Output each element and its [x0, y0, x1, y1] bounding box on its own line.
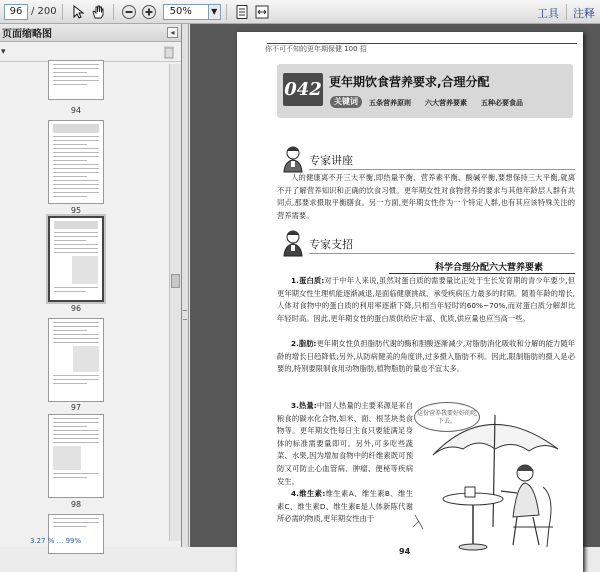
hand-tool-icon[interactable]: [90, 4, 106, 20]
toolbar-separator: [226, 4, 227, 20]
expert-avatar-icon: [279, 144, 307, 174]
panel-status-text: 3.27 % ... 99%: [30, 537, 82, 545]
fit-width-icon[interactable]: [254, 4, 270, 20]
thumbnail-label: 97: [70, 403, 82, 412]
item-text: 中国人热量的主要来源是来自粮食的碳水化合物,如米、面、根茎块类食物等。更年期女性每日主食只要能满足身体的标准需要量即可。另外,可多吃些蔬菜、水果,因为增加食物中的纤维素既可预防又可防止心血管病、肿瘤、便秘等疾病发生。: [277, 401, 413, 486]
page-number-input[interactable]: 96: [4, 4, 28, 20]
speech-bubble: 这份营养我要好好的吃下去。: [414, 402, 480, 432]
zoom-level-field[interactable]: 50%: [163, 4, 209, 20]
panel-splitter[interactable]: [182, 24, 189, 547]
thumbnail-list: [0, 64, 170, 541]
panel-title: 页面缩略图: [2, 29, 52, 40]
thumbnail-panel: [0, 24, 182, 547]
expert-avatar-icon: [279, 228, 307, 258]
thumbnail-label: 94: [70, 106, 82, 115]
toolbar-separator: [62, 4, 63, 20]
page-thumbnail-selected[interactable]: [48, 216, 104, 302]
paragraph-vitamins: [277, 488, 413, 526]
subheading-rule: [389, 273, 575, 274]
keyword: 五条营养原则: [369, 99, 411, 107]
thumbnail-scrollbar[interactable]: [169, 64, 181, 541]
page-number: 94: [399, 547, 411, 556]
trash-icon[interactable]: [163, 45, 175, 59]
comment-menu[interactable]: 注释: [573, 7, 595, 20]
heading-rule: [309, 169, 575, 170]
item-lead: 4.维生素:: [291, 489, 326, 498]
thumbnail-label: 98: [70, 500, 82, 509]
paragraph-fat: [277, 338, 575, 376]
page-thumbnail[interactable]: [48, 514, 104, 554]
keyword: 五种必要食品: [481, 99, 523, 107]
zoom-in-icon[interactable]: [141, 4, 157, 20]
zoom-out-icon[interactable]: [121, 4, 137, 20]
fit-page-icon[interactable]: [234, 4, 250, 20]
close-icon[interactable]: ◂: [167, 27, 178, 38]
panel-header: [0, 24, 181, 42]
thumbnail-label: 95: [70, 206, 82, 215]
toolbar-separator: [113, 4, 114, 20]
panel-options-bar: [0, 42, 181, 62]
keyword-badge: 关键词: [330, 96, 362, 108]
item-text: 更年期女性负担脂肪代谢的酶和胆酸逐渐减少,对脂肪消化吸收和分解的能力随年龄的增长日趋降低;另外,从防病健美的角度讲,过多摄入脂肪不利。因此,限制脂肪的摄入是必要的,特别要限制食用动物脂肪,植物脂肪的量也不宜太多。: [277, 339, 575, 374]
keyword: 六大营养要素: [425, 99, 467, 107]
page-thumbnail[interactable]: [48, 60, 104, 100]
heading-expert-lecture: 专家讲座: [309, 154, 353, 167]
toolbar: [0, 0, 600, 24]
subheading: 科学合理分配六大营养要素: [435, 263, 544, 273]
tools-menu[interactable]: 工具: [537, 7, 559, 20]
thumbnail-label: 96: [70, 304, 82, 313]
page-thumbnail[interactable]: [48, 120, 104, 204]
options-dropdown-icon[interactable]: ▾: [1, 47, 6, 57]
item-lead: 3.热量:: [291, 401, 317, 410]
section-title: 更年期饮食营养要求,合理分配: [329, 75, 490, 89]
heading-rule: [309, 253, 575, 254]
paragraph-protein: [277, 275, 575, 325]
scrollbar-thumb[interactable]: [171, 274, 180, 288]
item-text: 维生素A、维生素B、维生素C、维生素D、维生素E是人体新陈代谢所必需的物质,更年期女性由于: [277, 489, 413, 524]
paragraph-calories: [277, 400, 413, 488]
running-head: 你不可不知的更年期保健 100 招: [265, 45, 367, 53]
zoom-dropdown-arrow[interactable]: ▼: [209, 4, 221, 20]
document-view[interactable]: [190, 24, 600, 556]
page-total: / 200: [31, 6, 57, 17]
item-lead: 1.蛋白质:: [291, 276, 325, 285]
page-thumbnail[interactable]: [48, 318, 104, 402]
document-page: [237, 32, 583, 572]
select-tool-icon[interactable]: [70, 4, 86, 20]
toolbar-separator: [566, 4, 567, 20]
heading-expert-tips: 专家支招: [309, 238, 353, 251]
page-thumbnail[interactable]: [48, 414, 104, 498]
item-text: 对于中年人来说,虽然对蛋白质的需要量比正处于生长发育期的青少年要少,但更年期女性生理机能逐渐减退,是面临健康挑战、承受疾病压力最多的时期。随着年龄的增长,人体对食物中的蛋白质的利用率逐渐下降,只相当年轻时的60%~70%,而对蛋白质分解却比年轻时高。因此,更年期女性的蛋白质供给应丰富、优质,供应量也应当高一些。: [277, 276, 575, 323]
section-number-badge: 042: [283, 73, 323, 106]
item-lead: 2.脂肪:: [291, 339, 317, 348]
lecture-paragraph: 人的健康离不开三大平衡,即热量平衡、营养素平衡、酸碱平衡,要想保持三大平衡,就离不开了解营养知识和正确的饮食习惯。更年期女性对食物营养的要求与其他年龄层人群有共同点,那要求摄取平衡膳食。另一方面,更年期女性作为一个特定人群,也有其应该特殊关注的营养需要。: [277, 173, 575, 220]
